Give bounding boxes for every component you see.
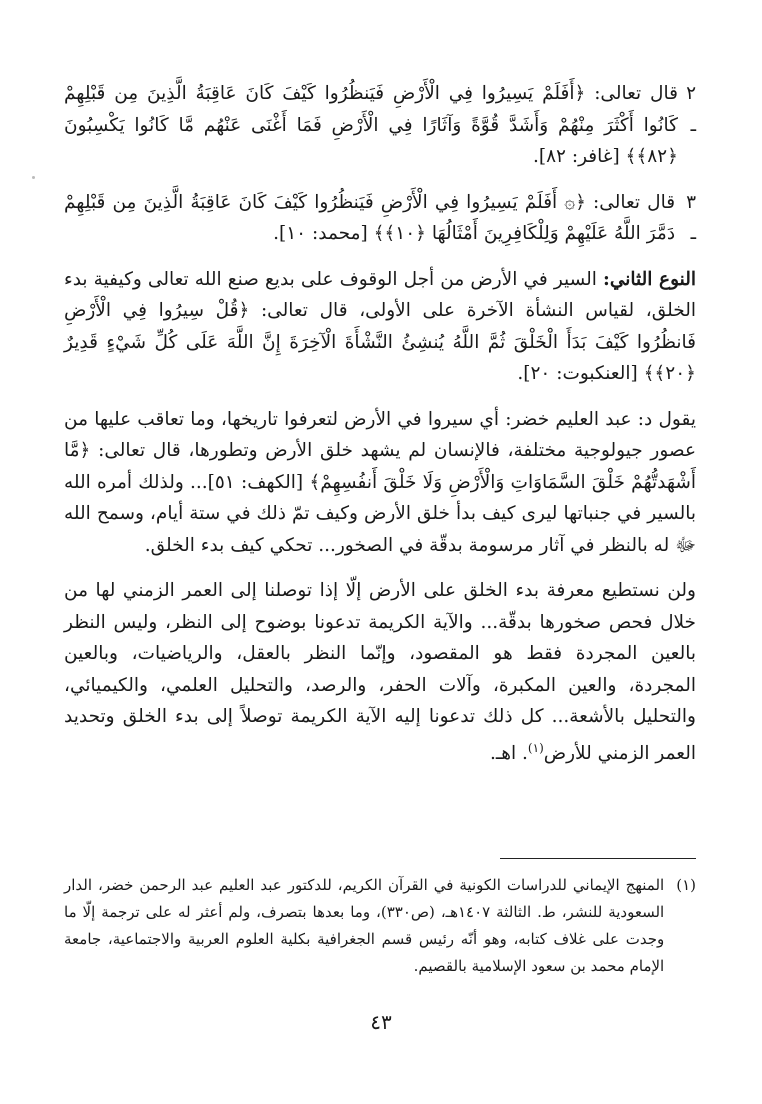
second-type-paragraph bbox=[64, 264, 696, 390]
final-paragraph-text: ولن نستطيع معرفة بدء الخلق على الأرض إلّا إذا توصلنا إلى العمر الزمني لها من خلال فحص صخورها بدقّة... والآية الكريمة تدعونا بوضوح إلى النظر، وليس النظر بالعين المجردة فقط هو المقصود، وإنّما النظر بالعقل، والرياضيات، وبالعين المجردة، والعين المكبرة، وآلات الحفر، والرصد، والتحليل العلمي، والكيميائي، والتحليل بالأشعة... كل ذلك تدعونا إليه الآية الكريمة توصلاً إلى بدء الخلق وتحديد العمر الزمني للأرض bbox=[64, 580, 696, 764]
item-number: ٢ ـ bbox=[686, 83, 696, 136]
footnote-separator bbox=[500, 858, 696, 859]
item-text: قال تعالى: ﴿۞ أَفَلَمْ يَسِيرُوا فِي الْأَرْضِ فَيَنظُرُوا كَيْفَ كَانَ عَاقِبَةُ الَّذِينَ مِن قَبْلِهِمْ دَمَّرَ اللَّهُ عَلَيْهِمْ وَلِلْكَافِرِينَ أَمْثَالُهَا ﴿١٠﴾﴾ [محمد: ١٠]. bbox=[64, 191, 676, 244]
final-paragraph-end: . اهـ. bbox=[489, 742, 528, 764]
section-heading: النوع الثاني: bbox=[602, 268, 696, 290]
item-number: ٣ ـ bbox=[686, 191, 696, 244]
item-text: قال تعالى: ﴿أَفَلَمْ يَسِيرُوا فِي الْأَرْضِ فَيَنظُرُوا كَيْفَ كَانَ عَاقِبَةُ الَّذِينَ مِن قَبْلِهِمْ كَانُوا أَكْثَرَ مِنْهُمْ وَأَشَدَّ قُوَّةً وَآثَارًا فِي الْأَرْضِ فَمَا أَغْنَى عَنْهُم مَّا كَانُوا يَكْسِبُونَ ﴿٨٢﴾﴾ [غافر: ٨٢]. bbox=[64, 83, 678, 167]
scan-speck bbox=[32, 176, 35, 179]
page-number: ٤٣ bbox=[370, 1010, 392, 1034]
footnote bbox=[64, 872, 696, 980]
section-text: السير في الأرض من أجل الوقوف على بديع صنع الله تعالى وكيفية بدء الخلق، لقياس النشأة الآخرة على الأولى، قال تعالى: ﴿قُلْ سِيرُوا فِي الْأَرْضِ فَانظُرُوا كَيْفَ بَدَأَ الْخَلْقَ ثُمَّ اللَّهُ يُنشِئُ النَّشْأَةَ الْآخِرَةَ إِنَّ اللَّهَ عَلَى كُلِّ شَيْءٍ قَدِيرٌ ﴿٢٠﴾﴾ [العنكبوت: ٢٠]. bbox=[64, 268, 696, 384]
footnote-number: (١) bbox=[676, 876, 696, 894]
list-item-2 bbox=[64, 78, 696, 173]
footnote-text: المنهج الإيماني للدراسات الكونية في القرآن الكريم، للدكتور عبد العليم عبد الرحمن خضر، الدار السعودية للنشر، ط. الثالثة ١٤٠٧هـ، (ص٣٣٠)، وما بعدها بتصرف، ولم أعثر له على ترجمة إلّا ما وجدت على غلاف كتابه، وهو أنّه رئيس قسم الجغرافية بكلية العلوم العربية والاجتماعية، جامعة الإمام محمد بن سعود الإسلامية بالقصيم. bbox=[64, 876, 665, 975]
footnote-marker: (١) bbox=[527, 740, 544, 755]
final-paragraph bbox=[64, 575, 696, 769]
list-item-3 bbox=[64, 187, 696, 250]
quote-paragraph: يقول د: عبد العليم خضر: أي سيروا في الأرض لتعرفوا تاريخها، وما تعاقب عليها من عصور جيولوجية مختلفة، فالإنسان لم يشهد خلق الأرض وتطورها، قال تعالى: ﴿مَّا أَشْهَدتُّهُمْ خَلْقَ السَّمَاوَاتِ وَالْأَرْضِ وَلَا خَلْقَ أَنفُسِهِمْ﴾ [الكهف: ٥١]... ولذلك أمره الله بالسير في جنباتها ليرى كيف بدأ خلق الأرض وكيف تمّ ذلك في ستة أيام، وسمح الله ﷻ له بالنظر في آثار مرسومة بدقّة في الصخور... تحكي كيف بدء الخلق. bbox=[64, 408, 697, 556]
